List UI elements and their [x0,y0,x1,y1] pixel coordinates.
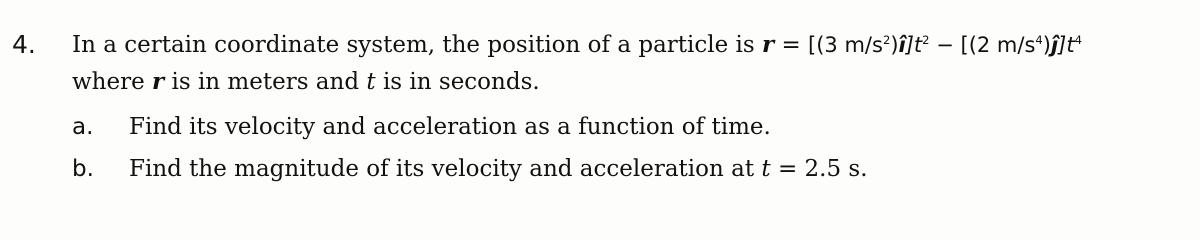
term2-close: ) [1042,33,1051,57]
term1-open: [(3 m/s [808,33,883,57]
term1-unit-exponent: 2 [882,32,891,47]
position-equation [808,33,1082,57]
time-symbol: t [366,69,376,95]
term1-time: ]t [905,33,923,57]
term2-time: ]t [1058,33,1075,57]
part-b-time-symbol: t [761,156,771,182]
part-b-text [129,158,868,181]
question-number: 4. [12,30,36,59]
part-b-text-after: = 2.5 s. [777,156,868,182]
part-b-text-before: Find the magnitude of its velocity and acceleration at [129,156,755,182]
term2-unit-exponent: 4 [1035,32,1043,47]
position-vector-symbol: r [762,31,775,58]
part-a-text: Find its velocity and acceleration as a function of time. [129,114,771,140]
part-b-label: b. [72,156,94,182]
term1-close: ) [890,33,899,57]
part-a-label: a. [72,114,94,140]
unit-vector-i: î [898,33,906,57]
position-vector-symbol-2: r [152,68,165,95]
problem-statement-line-1 [72,33,1082,57]
units-text: is in meters and [171,69,360,95]
where-text: where [72,69,145,95]
term1-time-power: 2 [922,32,930,47]
minus-sign: − [936,33,954,57]
term2-time-power: 4 [1074,32,1082,47]
equals-sign: = [781,32,801,58]
statement-text: In a certain coordinate system, the position of a particle is [72,32,755,58]
term2-open: [(2 m/s [960,33,1036,57]
units-text-end: is in seconds. [382,69,540,95]
problem-statement-line-2 [72,70,540,94]
unit-vector-j: ĵ [1050,33,1059,57]
